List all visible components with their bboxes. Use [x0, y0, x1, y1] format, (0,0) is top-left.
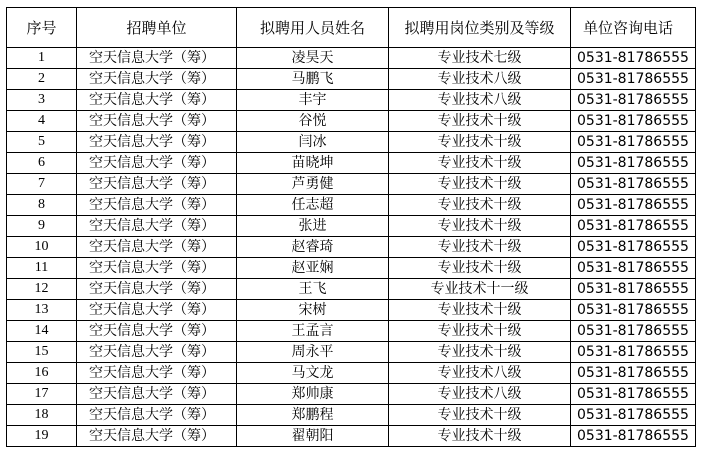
cell-name: 赵亚娴 [237, 258, 389, 279]
cell-post: 专业技术十级 [389, 300, 571, 321]
cell-phone: 0531-81786555 [571, 132, 696, 153]
cell-name: 王飞 [237, 279, 389, 300]
cell-phone: 0531-81786555 [571, 216, 696, 237]
cell-name: 闫冰 [237, 132, 389, 153]
cell-phone: 0531-81786555 [571, 153, 696, 174]
cell-post: 专业技术十一级 [389, 279, 571, 300]
cell-post: 专业技术十级 [389, 342, 571, 363]
cell-phone: 0531-81786555 [571, 237, 696, 258]
cell-index: 4 [7, 111, 77, 132]
table-row [7, 90, 696, 111]
cell-phone: 0531-81786555 [571, 279, 696, 300]
table-row [7, 258, 696, 279]
cell-unit: 空天信息大学（筹） [77, 279, 237, 300]
cell-unit: 空天信息大学（筹） [77, 48, 237, 69]
cell-unit: 空天信息大学（筹） [77, 132, 237, 153]
cell-phone: 0531-81786555 [571, 363, 696, 384]
cell-phone: 0531-81786555 [571, 48, 696, 69]
cell-post: 专业技术十级 [389, 111, 571, 132]
cell-post: 专业技术十级 [389, 426, 571, 447]
cell-index: 15 [7, 342, 77, 363]
cell-phone: 0531-81786555 [571, 342, 696, 363]
recruitment-table-container [6, 7, 696, 447]
cell-index: 19 [7, 426, 77, 447]
recruitment-table [6, 7, 696, 447]
table-row [7, 384, 696, 405]
cell-phone: 0531-81786555 [571, 384, 696, 405]
table-row [7, 111, 696, 132]
cell-index: 16 [7, 363, 77, 384]
cell-name: 翟朝阳 [237, 426, 389, 447]
cell-post: 专业技术八级 [389, 384, 571, 405]
cell-unit: 空天信息大学（筹） [77, 384, 237, 405]
header-phone: 单位咨询电话 [571, 8, 696, 48]
cell-name: 凌昊天 [237, 48, 389, 69]
cell-phone: 0531-81786555 [571, 174, 696, 195]
cell-name: 丰宇 [237, 90, 389, 111]
cell-unit: 空天信息大学（筹） [77, 216, 237, 237]
cell-unit: 空天信息大学（筹） [77, 69, 237, 90]
cell-phone: 0531-81786555 [571, 90, 696, 111]
table-row [7, 153, 696, 174]
cell-name: 马鹏飞 [237, 69, 389, 90]
cell-post: 专业技术八级 [389, 363, 571, 384]
cell-unit: 空天信息大学（筹） [77, 195, 237, 216]
cell-index: 13 [7, 300, 77, 321]
table-row [7, 321, 696, 342]
cell-post: 专业技术八级 [389, 90, 571, 111]
cell-index: 7 [7, 174, 77, 195]
cell-index: 5 [7, 132, 77, 153]
cell-name: 苗晓坤 [237, 153, 389, 174]
cell-phone: 0531-81786555 [571, 111, 696, 132]
header-index: 序号 [7, 8, 77, 48]
cell-name: 宋树 [237, 300, 389, 321]
cell-phone: 0531-81786555 [571, 195, 696, 216]
cell-phone: 0531-81786555 [571, 405, 696, 426]
cell-phone: 0531-81786555 [571, 321, 696, 342]
cell-name: 马文龙 [237, 363, 389, 384]
table-row [7, 195, 696, 216]
cell-unit: 空天信息大学（筹） [77, 258, 237, 279]
table-body [7, 48, 696, 447]
cell-index: 9 [7, 216, 77, 237]
cell-name: 王孟言 [237, 321, 389, 342]
cell-name: 赵睿琦 [237, 237, 389, 258]
cell-phone: 0531-81786555 [571, 69, 696, 90]
cell-index: 17 [7, 384, 77, 405]
cell-unit: 空天信息大学（筹） [77, 174, 237, 195]
cell-post: 专业技术十级 [389, 405, 571, 426]
cell-post: 专业技术十级 [389, 237, 571, 258]
table-row [7, 405, 696, 426]
table-row [7, 426, 696, 447]
cell-unit: 空天信息大学（筹） [77, 426, 237, 447]
cell-index: 12 [7, 279, 77, 300]
cell-name: 周永平 [237, 342, 389, 363]
cell-post: 专业技术八级 [389, 69, 571, 90]
cell-index: 11 [7, 258, 77, 279]
cell-index: 14 [7, 321, 77, 342]
table-row [7, 363, 696, 384]
header-post: 拟聘用岗位类别及等级 [389, 8, 571, 48]
cell-index: 6 [7, 153, 77, 174]
cell-unit: 空天信息大学（筹） [77, 90, 237, 111]
cell-phone: 0531-81786555 [571, 258, 696, 279]
header-name: 拟聘用人员姓名 [237, 8, 389, 48]
header-unit: 招聘单位 [77, 8, 237, 48]
cell-name: 芦勇健 [237, 174, 389, 195]
cell-post: 专业技术十级 [389, 132, 571, 153]
table-row [7, 300, 696, 321]
cell-unit: 空天信息大学（筹） [77, 111, 237, 132]
cell-index: 8 [7, 195, 77, 216]
cell-name: 谷悦 [237, 111, 389, 132]
cell-phone: 0531-81786555 [571, 426, 696, 447]
cell-index: 1 [7, 48, 77, 69]
cell-index: 18 [7, 405, 77, 426]
table-row [7, 69, 696, 90]
table-row [7, 237, 696, 258]
cell-post: 专业技术七级 [389, 48, 571, 69]
header-row [7, 8, 696, 48]
table-header [7, 8, 696, 48]
cell-index: 10 [7, 237, 77, 258]
cell-post: 专业技术十级 [389, 216, 571, 237]
cell-name: 任志超 [237, 195, 389, 216]
cell-unit: 空天信息大学（筹） [77, 153, 237, 174]
cell-post: 专业技术十级 [389, 174, 571, 195]
cell-unit: 空天信息大学（筹） [77, 405, 237, 426]
cell-post: 专业技术十级 [389, 153, 571, 174]
cell-name: 张进 [237, 216, 389, 237]
cell-unit: 空天信息大学（筹） [77, 321, 237, 342]
cell-unit: 空天信息大学（筹） [77, 237, 237, 258]
cell-name: 郑鹏程 [237, 405, 389, 426]
cell-unit: 空天信息大学（筹） [77, 363, 237, 384]
table-row [7, 132, 696, 153]
cell-unit: 空天信息大学（筹） [77, 300, 237, 321]
table-row [7, 342, 696, 363]
cell-post: 专业技术十级 [389, 258, 571, 279]
cell-index: 2 [7, 69, 77, 90]
cell-phone: 0531-81786555 [571, 300, 696, 321]
table-row [7, 216, 696, 237]
table-row [7, 174, 696, 195]
cell-post: 专业技术十级 [389, 195, 571, 216]
cell-post: 专业技术十级 [389, 321, 571, 342]
cell-unit: 空天信息大学（筹） [77, 342, 237, 363]
cell-index: 3 [7, 90, 77, 111]
table-row [7, 279, 696, 300]
cell-name: 郑帅康 [237, 384, 389, 405]
table-row [7, 48, 696, 69]
